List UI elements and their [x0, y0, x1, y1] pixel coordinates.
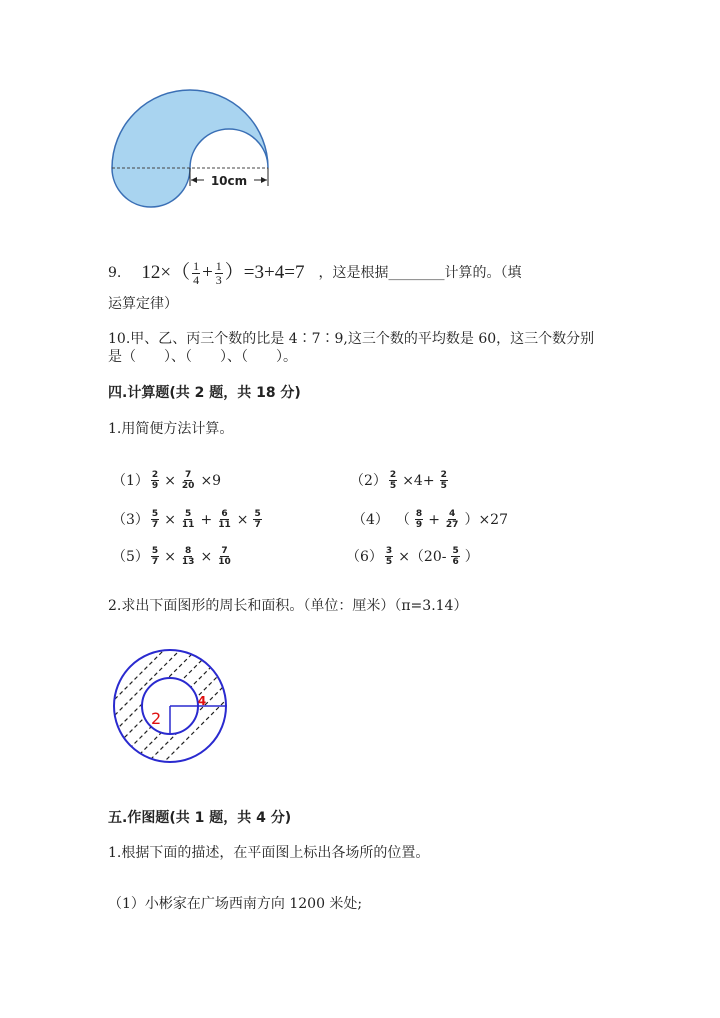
open-paren: （: [395, 511, 410, 528]
q9-fraction-1: [192, 260, 200, 287]
numerator: 7: [185, 470, 192, 480]
denominator: 27: [445, 520, 459, 530]
inner-radius-label: 2: [151, 709, 162, 728]
calc1-item-3-label: （3）: [112, 511, 149, 528]
operator: ×: [164, 548, 176, 565]
calc1-item-5-label: （5）: [112, 548, 149, 565]
tail: ×9: [200, 472, 222, 489]
calc1-item-3-frac-4: [253, 509, 261, 530]
denominator: 9: [415, 520, 423, 530]
draw1-item-1: （1）小彬家在广场西南方向 1200 米处;: [108, 896, 363, 912]
numerator: 5: [151, 546, 159, 556]
numerator: 5: [151, 509, 159, 519]
calc1-item-6-label: （6）: [346, 548, 383, 565]
dimension-label: 10cm: [210, 174, 248, 188]
q10-line1: 10.甲、乙、丙三个数的比是 4∶7∶9,这三个数的平均数是 60，这三个数分别: [108, 331, 595, 347]
operator: ×4+: [402, 472, 435, 489]
calc1-item-3-frac-2: [181, 509, 196, 530]
operator: ×: [200, 548, 213, 565]
denominator: 6: [452, 557, 459, 567]
q9-expr-pre: 12×（: [141, 262, 191, 283]
denominator: 5: [440, 481, 447, 491]
denominator: 5: [385, 557, 393, 567]
calc1-item-6: [346, 546, 482, 567]
ring-figure: [110, 644, 230, 768]
calc1-item-2-label: （2）: [350, 472, 387, 489]
calc1-item-5-frac-3: [217, 546, 232, 567]
q9-text: ，这是根据________计算的。（填: [318, 265, 522, 281]
calc1-item-4-label: （4）: [352, 511, 389, 528]
q10-line2: 是（ ）、（ ）、（ ）。: [108, 349, 297, 365]
denominator: 11: [218, 520, 231, 530]
draw1-title: 1.根据下面的描述，在平面图上标出各场所的位置。: [108, 845, 430, 861]
calc1-item-1: [112, 470, 224, 491]
calc1-item-5-frac-2: [181, 546, 196, 567]
numerator: 2: [389, 470, 397, 480]
numerator: 2: [440, 470, 447, 480]
operator: ×: [164, 472, 176, 489]
crescent-shape: [112, 90, 268, 207]
numerator: 7: [221, 546, 228, 556]
q9-fraction-2: [215, 260, 223, 287]
arrowhead-left-icon: [191, 177, 197, 183]
denominator: 9: [151, 481, 159, 491]
q9-f1-numerator: 1: [193, 258, 200, 273]
calc1-item-3-frac-3: [217, 509, 232, 530]
numerator: 2: [151, 470, 159, 480]
calc1-item-4: [352, 509, 511, 530]
calc1-item-2: [350, 470, 450, 491]
outer-radius-label: 4: [197, 694, 207, 708]
denominator: 7: [151, 520, 159, 530]
numerator: 4: [449, 509, 456, 519]
arrowhead-right-icon: [261, 177, 267, 183]
denominator: 7: [151, 557, 159, 567]
operator: ×: [164, 511, 176, 528]
operator: +: [200, 511, 213, 528]
operator: ×: [236, 511, 249, 528]
section-4-title: 四.计算题(共 2 题，共 18 分): [108, 385, 301, 401]
numerator: 5: [185, 509, 192, 519]
calc1-item-1-frac-1: [151, 470, 159, 491]
question-9: [108, 258, 521, 288]
calc1-item-3-frac-1: [151, 509, 159, 530]
section-5-title: 五.作图题(共 1 题，共 4 分): [108, 810, 292, 826]
q9-plus: +: [202, 262, 213, 283]
tail: ）×27: [464, 511, 508, 528]
q9-expr-post: ）=3+4=7: [224, 262, 305, 283]
denominator: 5: [389, 481, 397, 491]
numerator: 3: [385, 546, 393, 556]
calc1-item-2-frac-1: [389, 470, 397, 491]
calc1-title: 1.用简便方法计算。: [108, 421, 234, 437]
numerator: 5: [452, 546, 459, 556]
calc1-item-2-frac-2: [440, 470, 448, 491]
q9-text-line2: 运算定律）: [108, 296, 178, 312]
tail: ）: [464, 548, 479, 565]
denominator: 20: [181, 481, 195, 491]
numerator: 8: [185, 546, 192, 556]
denominator: 10: [218, 557, 231, 567]
calc1-item-5: [112, 546, 234, 567]
numerator: 5: [254, 509, 261, 519]
denominator: 11: [181, 520, 195, 530]
calc1-item-6-frac-2: [451, 546, 459, 567]
calc1-item-4-frac-1: [415, 509, 423, 530]
numerator: 6: [221, 509, 228, 519]
calc1-item-6-frac-1: [385, 546, 393, 567]
q9-f2-numerator: 1: [215, 258, 222, 273]
calc1-item-4-frac-2: [445, 509, 460, 530]
q9-f2-denominator: 3: [215, 272, 222, 287]
calc2-title: 2.求出下面图形的周长和面积。（单位：厘米）（π=3.14）: [108, 598, 468, 614]
operator: +: [428, 511, 440, 528]
question-9-number: 9.: [108, 265, 122, 281]
crescent-figure: [108, 80, 278, 215]
denominator: 7: [254, 520, 261, 530]
calc1-item-1-frac-2: [181, 470, 196, 491]
calc1-item-3: [112, 509, 264, 530]
calc1-item-5-frac-1: [151, 546, 159, 567]
q9-f1-denominator: 4: [193, 272, 200, 287]
denominator: 13: [181, 557, 195, 567]
calc1-item-1-label: （1）: [112, 472, 149, 489]
numerator: 8: [415, 509, 423, 519]
operator: ×（20-: [398, 548, 447, 565]
